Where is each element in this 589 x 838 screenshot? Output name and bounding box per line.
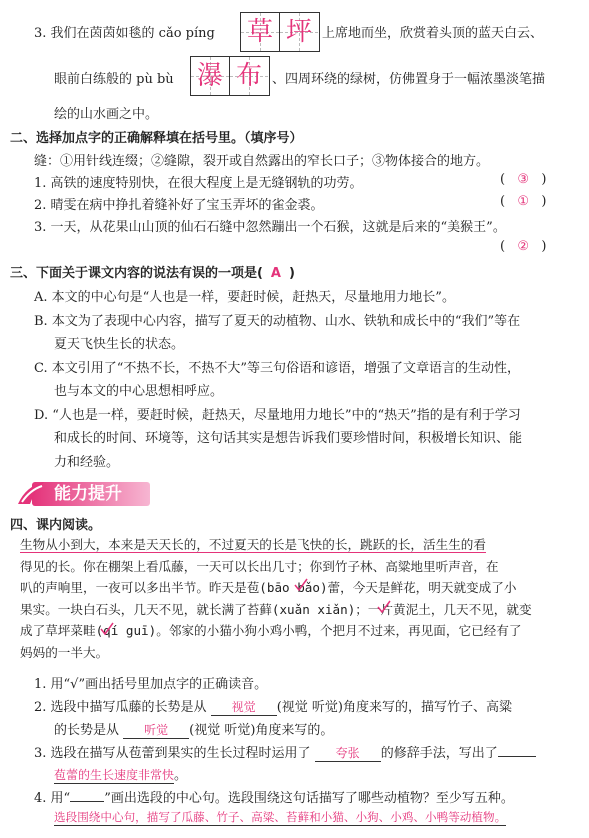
question-text: (视觉 听觉)角度来写的，描写竹子、高粱	[276, 700, 512, 715]
q4-3-cont	[54, 764, 187, 784]
answer-organisms: 选段围绕中心句，描写了瓜藤、竹子、高粱、苔藓和小猫、小狗、小鸡、小鸭等动植物。	[54, 810, 507, 824]
answer-effect: 苞蕾的生长速度非常快	[54, 768, 175, 782]
passage-line-text: 成了草坪菜畦(qí guī)。邻家的小猫小狗小鸡小鸭，个把月不过来，再见面，它已经有了	[20, 623, 522, 638]
option-text: 力和经验。	[54, 455, 120, 470]
option-c	[34, 357, 520, 376]
option-text: D. “人也是一样，要赶时候，赶热天，尽量地用力地长”中的“热天”指的是有利于学习	[34, 408, 521, 423]
q3-text-2b: 、四周环绕的绿树，仿佛置身于一幅浓墨淡笔描	[272, 72, 546, 87]
q4-1	[34, 673, 267, 692]
section2-heading-text: 二、选择加点字的正确解释填在括号里。（填序号）	[10, 131, 303, 146]
q3-line2b	[272, 68, 545, 87]
question-text: (视觉 听觉)角度来写的。	[189, 723, 334, 738]
option-text: 夏天飞快生长的状态。	[54, 337, 185, 352]
option-c-cont	[54, 380, 223, 399]
option-b-cont	[54, 333, 184, 352]
q4-2-cont	[54, 719, 333, 739]
option-text: 也与本文的中心思想相呼应。	[54, 384, 224, 399]
tianzige-box-1	[240, 12, 320, 52]
tianzige-char: 瀑	[196, 61, 223, 91]
item-text: 2. 晴雯在病中挣扎着缝补好了宝玉弄坏的雀金裘。	[34, 198, 324, 213]
banner-title: 能力提升	[54, 484, 122, 504]
option-a	[34, 286, 455, 305]
question-text: 3. 选段在描写从苞蕾到果实的生长过程时运用了	[34, 746, 311, 761]
section4-heading-text: 四、课内阅读。	[10, 518, 102, 533]
tianzige-box-2	[190, 56, 270, 96]
passage-line	[20, 642, 575, 664]
question-text: 1. 用“√”画出括号里加点字的正确读音。	[34, 677, 268, 692]
passage-line-text: 叭的声响里，一夜可以多出半节。昨天是苞(bāo bǎo)蕾，今天是鲜花，明天就变成了小	[20, 580, 517, 595]
tianzige-char: 坪	[285, 17, 312, 47]
answer-visual: 视觉	[211, 698, 277, 716]
q3-text-1b: 上席地而坐，欣赏着头顶的蓝天白云、	[322, 26, 544, 41]
section3-heading-text: 三、下面关于课文内容的说法有误的一项是(	[10, 266, 263, 281]
question-text: 4. 用“	[34, 791, 71, 806]
option-b	[34, 310, 520, 329]
q4-2	[34, 696, 512, 716]
section2-answer-1: ( ③ )	[500, 172, 547, 187]
check-mark-icon	[100, 622, 114, 636]
passage-line-text: 妈妈的一半大。	[20, 644, 109, 660]
q3-line2	[54, 68, 174, 87]
q4-3	[34, 742, 536, 762]
passage-line	[20, 556, 575, 578]
section3-answer: A	[270, 266, 281, 281]
reading-passage	[20, 534, 575, 663]
question-text: 2. 选段中描写瓜藤的长势是从	[34, 700, 207, 715]
question-text: 的修辞手法，写出了	[380, 746, 498, 761]
check-mark-icon	[294, 578, 308, 592]
q3-text-2a: 眼前白练般的 pù bù	[54, 72, 174, 87]
option-text: 和成长的时间、环境等，这句话其实是想告诉我们要珍惜时间，积极增长知识、能	[54, 431, 523, 446]
option-text: C. 本文引用了“不热不长，不热不大”等三句俗语和谚语，增强了文章语言的生动性，	[34, 361, 521, 376]
passage-line-text: 得见的长。你在棚架上看瓜藤，一天可以长出几寸；你到竹子林、高粱地里听声音，在	[20, 558, 499, 574]
option-text: B. 本文为了表现中心内容，描写了夏天的动植物、山水、铁轨和成长中的“我们”等在	[34, 314, 521, 329]
answer-value: ②	[517, 239, 530, 254]
q3-line3	[54, 103, 158, 122]
section2-item-2	[34, 194, 324, 213]
question-text: 的长势是从	[54, 723, 120, 738]
item-text: 3. 一天，从花果山山顶的仙石石缝中忽然蹦出一个石猴，这就是后来的“美猴王”。	[34, 220, 506, 235]
question-text: 。	[174, 768, 188, 783]
option-text: A. 本文的中心句是“人也是一样，要赶时候，赶热天，尽量地用力地长”。	[34, 290, 455, 305]
option-d	[34, 404, 521, 423]
q4-4	[34, 787, 514, 806]
definition-text: 缝：①用针线连缀；②缝隙，裂开或自然露出的窄长口子；③物体接合的地方。	[34, 154, 490, 169]
q3-line1	[34, 22, 215, 41]
q3-text-3: 绘的山水画之中。	[54, 107, 159, 122]
passage-line-text: 果实。一块白石头，几天不见，就长满了苔藓(xuǎn xiǎn)；一片黄泥土，几天不见，就变	[20, 601, 532, 617]
section2-item-3	[34, 216, 506, 235]
answer-value: ③	[517, 172, 530, 187]
option-d-cont2	[54, 451, 119, 470]
option-d-cont1	[54, 427, 522, 446]
section2-item-1	[34, 172, 363, 191]
passage-line-text: 生物从小到大，本来是天天长的，不过夏天的长是飞快的长，跳跃的长，活生生的看	[20, 537, 486, 552]
answer-auditory: 听觉	[123, 721, 189, 739]
tianzige-char: 草	[246, 17, 273, 47]
passage-line	[20, 599, 575, 621]
answer-value: ①	[517, 194, 530, 209]
section4-heading	[10, 514, 101, 533]
section3-heading	[10, 262, 295, 281]
section2-heading	[10, 127, 303, 146]
q3-text-1a: 3. 我们在茵茵如毯的 cǎo píng	[34, 26, 215, 41]
section2-definition	[34, 150, 489, 169]
ability-banner	[10, 478, 150, 508]
answer-rhetoric: 夸张	[315, 744, 381, 762]
question-text: ”画出选段的中心句。选段围绕这句话描写了哪些动植物？至少写五种。	[104, 791, 514, 806]
passage-line	[20, 534, 575, 556]
tianzige-char: 布	[235, 61, 262, 91]
q4-4-answer	[54, 809, 506, 826]
section2-answer-3: ( ② )	[500, 239, 547, 254]
section2-answer-2: ( ① )	[500, 194, 547, 209]
check-mark-icon	[377, 600, 391, 614]
q3-line1b	[322, 22, 543, 41]
item-text: 1. 高铁的速度特别快，在很大程度上是无缝钢轨的功劳。	[34, 176, 363, 191]
section3-close: )	[288, 266, 295, 281]
pencil-swoosh-icon	[16, 478, 48, 508]
